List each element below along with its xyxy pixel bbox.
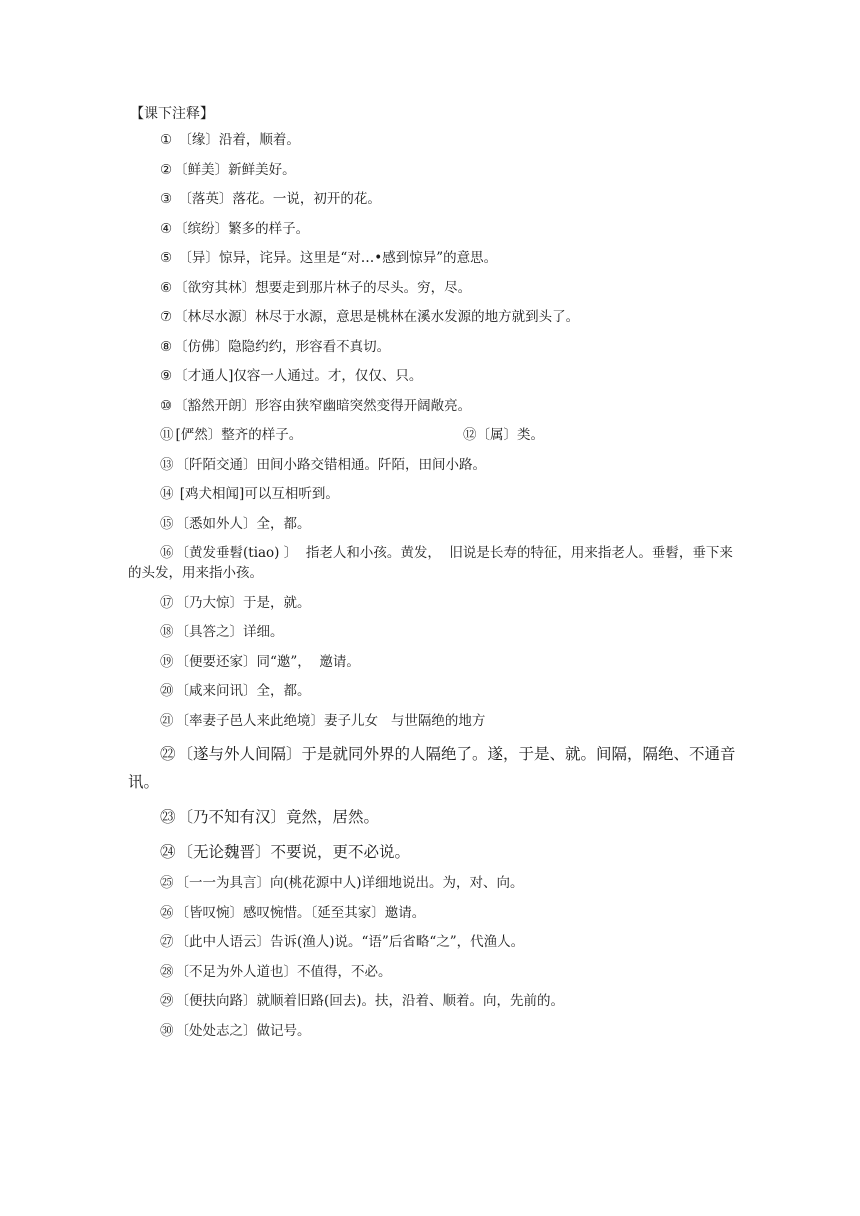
note-text: 〔一一为具言〕向(桃花源中人)详细地说出。为，对、向。: [175, 875, 524, 891]
note-number: ㉖: [160, 904, 174, 921]
note-text: 〔悉如外人〕全，都。: [175, 515, 311, 532]
note-number: ⑦: [160, 309, 173, 325]
note-text: 〔此中人语云〕告诉(渔人)说。“语”后省略“之”，代渔人。: [175, 934, 525, 950]
note-text: 〔黄发垂髫(tiao) 〕 指老人和小孩。黄发， 旧说是长寿的特征，用来指老人。垂髫，垂下来的头发，用来指小孩。: [128, 545, 733, 581]
note-number: ⑳: [160, 683, 174, 699]
note-item: [128, 593, 738, 613]
note-number: ⑭: [160, 486, 174, 502]
note-item: [128, 307, 738, 327]
note-text: 〔便要还家〕同“邀”， 邀请。: [175, 653, 360, 670]
note-text: 〔仿佛〕隐隐约约，形容看不真切。: [174, 338, 391, 355]
note-number: ⑥: [160, 279, 173, 296]
note-item: [128, 803, 738, 831]
note-text: 〔率妻子邑人来此绝境〕妻子儿女 与世隔绝的地方: [175, 712, 486, 729]
note-text: 〔咸来问讯〕全，都。: [175, 683, 311, 699]
note-number: ⑮: [160, 515, 174, 532]
note-text: 〔缤纷〕繁多的样子。: [174, 220, 310, 237]
note-number: ㉔: [160, 843, 176, 861]
note-item: [128, 425, 738, 445]
note-item: [128, 903, 738, 923]
note-number: ㉑: [160, 712, 174, 729]
note-item: [128, 1021, 738, 1041]
note-number: ⑤: [160, 250, 173, 266]
note-item: [128, 396, 738, 416]
note-item: [128, 652, 738, 672]
note-number: ㉒: [160, 745, 176, 763]
note-item: [128, 278, 738, 298]
note-text: [鸡犬相闻]可以互相听到。: [175, 486, 339, 502]
note-number: ⑩: [160, 397, 173, 414]
note-number: ③: [160, 191, 173, 207]
note-number: ②: [160, 161, 173, 178]
note-text: 〔林尽水源〕林尽于水源，意思是桃林在溪水发源的地方就到头了。: [174, 309, 580, 325]
note-text: 〔遂与外人间隔〕于是就同外界的人隔绝了。遂，于是、就。间隔，隔绝、不通音讯。: [128, 745, 736, 791]
note-item: [128, 514, 738, 534]
note-item: [128, 337, 738, 357]
note-text: 〔阡陌交通〕田间小路交错相通。阡陌，田间小路。: [175, 456, 486, 473]
note-item: [128, 455, 738, 475]
note-number: ㉓: [160, 808, 176, 826]
note-number: ⑪: [160, 427, 174, 443]
note-number: ⑰: [160, 594, 174, 611]
note-item: [128, 622, 738, 642]
note-number: ㉚: [160, 1022, 174, 1039]
note-number: ①: [160, 132, 173, 148]
note-text: 〔缘〕沿着，顺着。: [174, 132, 300, 148]
note-text: 〔欲穷其林〕想要走到那片林子的尽头。穷，尽。: [174, 279, 472, 296]
note-text: 〔才通人]仅容一人通过。才，仅仅、只。: [174, 368, 423, 384]
note-item: [128, 838, 738, 866]
note-item: [128, 873, 738, 893]
note-number: ④: [160, 220, 173, 237]
note-text: 〔异〕惊异，诧异。这里是“对…•感到惊异”的意思。: [174, 250, 498, 266]
note-item: [128, 991, 738, 1011]
note-text: 〔不足为外人道也〕不值得，不必。: [175, 963, 392, 980]
note-text: [俨然〕整齐的样子。: [175, 427, 303, 443]
note-item: [128, 543, 738, 583]
note-item: [128, 484, 738, 504]
note-item: [128, 962, 738, 982]
note-number: ㉙: [160, 993, 174, 1009]
note-text: 〔乃不知有汉〕竟然，居然。: [177, 808, 380, 826]
note-text: 〔属〕类。: [476, 427, 544, 443]
note-number: ⑨: [160, 368, 173, 384]
note-item: [128, 160, 738, 180]
note-item: [128, 248, 738, 268]
note-text: 〔无论魏晋〕不要说，更不必说。: [177, 843, 411, 861]
note-item: [128, 932, 738, 952]
note-text: 〔落英〕落花。一说，初开的花。: [174, 191, 381, 207]
note-number: ㉕: [160, 875, 174, 891]
note-text: 〔具答之〕详细。: [175, 624, 284, 640]
note-text: 〔鲜美〕新鲜美好。: [174, 161, 296, 178]
note-item: [128, 366, 738, 386]
note-item-secondary: [463, 425, 544, 445]
note-item: [128, 711, 738, 731]
note-text: 〔处处志之〕做记号。: [175, 1022, 311, 1039]
note-text: 〔豁然开朗〕形容由狭窄幽暗突然变得开阔敞亮。: [174, 397, 472, 414]
section-title: 【课下注释】: [130, 106, 214, 122]
note-item: [128, 219, 738, 239]
note-number: ⑧: [160, 338, 173, 355]
note-item: [128, 130, 738, 150]
note-item: [128, 681, 738, 701]
note-number: ⑱: [160, 624, 174, 640]
note-text: 〔皆叹惋〕感叹惋惜。〔延至其家〕邀请。: [175, 904, 426, 921]
note-number: ㉗: [160, 934, 174, 950]
note-item: [128, 189, 738, 209]
note-number: ⑫: [463, 427, 477, 443]
note-text: 〔便扶向路〕就顺着旧路(回去)。扶，沿着、顺着。向，先前的。: [175, 993, 565, 1009]
note-number: ⑲: [160, 653, 174, 670]
note-text: 〔乃大惊〕于是，就。: [175, 594, 311, 611]
note-number: ⑯: [160, 545, 174, 561]
note-number: ㉘: [160, 963, 174, 980]
notes-list: [128, 130, 738, 1050]
note-number: ⑬: [160, 456, 174, 473]
note-item: [128, 740, 738, 796]
